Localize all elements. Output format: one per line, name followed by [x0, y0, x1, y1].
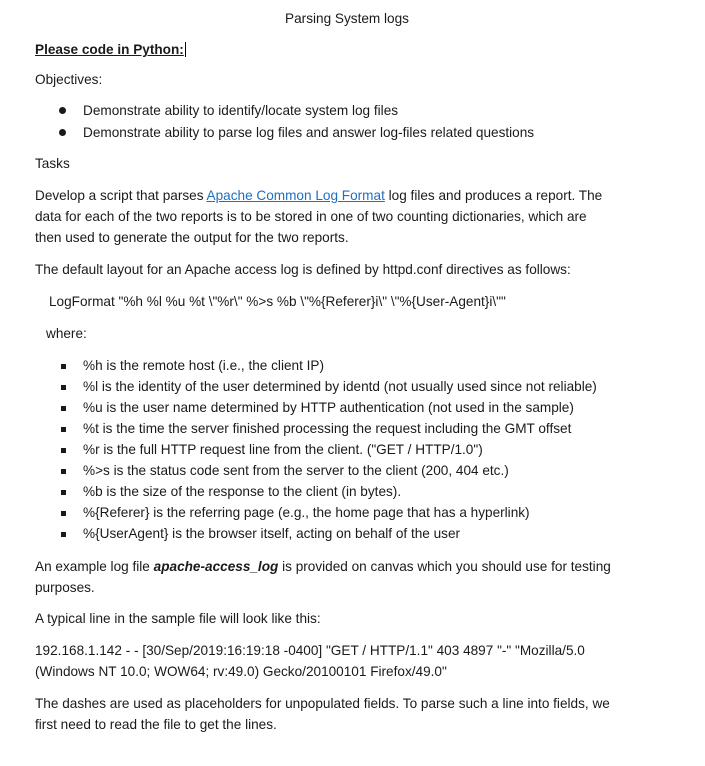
bullet-dot-icon	[59, 129, 66, 136]
field-item: %{Referer} is the referring page (e.g., the home page that has a hyperlink)	[83, 505, 530, 520]
bullet-square-icon	[61, 427, 66, 432]
instruction-text: Please code in Python:	[35, 42, 184, 57]
bullet-dot-icon	[59, 107, 66, 114]
field-item: %l is the identity of the user determined by identd (not usually used since not reliable)	[83, 379, 597, 394]
apache-log-format-link[interactable]: Apache Common Log Format	[206, 188, 385, 203]
field-item: %r is the full HTTP request line from the client. ("GET / HTTP/1.0")	[83, 442, 483, 457]
develop-text-after: log files and produces a report. The	[384, 188, 603, 203]
example-text-before: An example log file	[35, 559, 154, 574]
bullet-square-icon	[61, 448, 66, 453]
bullet-square-icon	[61, 532, 66, 537]
field-item: %u is the user name determined by HTTP authentication (not used in the sample)	[83, 400, 574, 415]
sample-log-line-2: (Windows NT 10.0; WOW64; rv:49.0) Gecko/20100101 Firefox/49.0"	[35, 664, 447, 679]
example-text-after: is provided on canvas which you should use for testing	[278, 559, 611, 574]
dashes-line-1: The dashes are used as placeholders for unpopulated fields. To parse such a line into fields, we	[35, 696, 610, 711]
text-cursor	[185, 42, 186, 57]
field-item: %h is the remote host (i.e., the client IP)	[83, 358, 325, 373]
field-item: %t is the time the server finished processing the request including the GMT offset	[83, 421, 572, 436]
bullet-square-icon	[61, 385, 66, 390]
objectives-heading: Objectives:	[35, 72, 103, 87]
bullet-square-icon	[61, 364, 66, 369]
sample-log-line-1: 192.168.1.142 - - [30/Sep/2019:16:19:18 -0400] "GET / HTTP/1.1" 403 4897 "-" "Mozilla/5.0	[35, 643, 585, 658]
field-item: %b is the size of the response to the client (in bytes).	[83, 484, 402, 499]
logformat-directive: LogFormat "%h %l %u %t \"%r\" %>s %b \"%{Referer}i\" \"%{User-Agent}i\""	[49, 294, 506, 309]
develop-text-before: Develop a script that parses	[35, 188, 207, 203]
example-line-1	[35, 556, 611, 577]
field-item: %>s is the status code sent from the server to the client (200, 404 etc.)	[83, 463, 509, 478]
default-layout-text: The default layout for an Apache access log is defined by httpd.conf directives as follows:	[35, 262, 571, 277]
bullet-square-icon	[61, 490, 66, 495]
bullet-square-icon	[61, 511, 66, 516]
page-title: Parsing System logs	[285, 11, 409, 26]
objective-item: Demonstrate ability to parse log files and answer log-files related questions	[83, 125, 535, 140]
typical-line-text: A typical line in the sample file will look like this:	[35, 611, 321, 626]
bullet-square-icon	[61, 469, 66, 474]
dashes-line-2: first need to read the file to get the lines.	[35, 717, 277, 732]
example-line-2: purposes.	[35, 580, 95, 595]
field-item: %{UserAgent} is the browser itself, acting on behalf of the user	[83, 526, 461, 541]
objective-item: Demonstrate ability to identify/locate system log files	[83, 103, 399, 118]
tasks-heading: Tasks	[35, 156, 70, 171]
instruction-line	[35, 39, 186, 60]
where-label: where:	[46, 326, 87, 341]
develop-line-2: data for each of the two reports is to be stored in one of two counting dictionaries, which are	[35, 209, 587, 224]
develop-line-3: then used to generate the output for the two reports.	[35, 230, 349, 245]
example-filename: apache-access_log	[153, 559, 279, 574]
bullet-square-icon	[61, 406, 66, 411]
develop-line-1	[35, 185, 602, 206]
